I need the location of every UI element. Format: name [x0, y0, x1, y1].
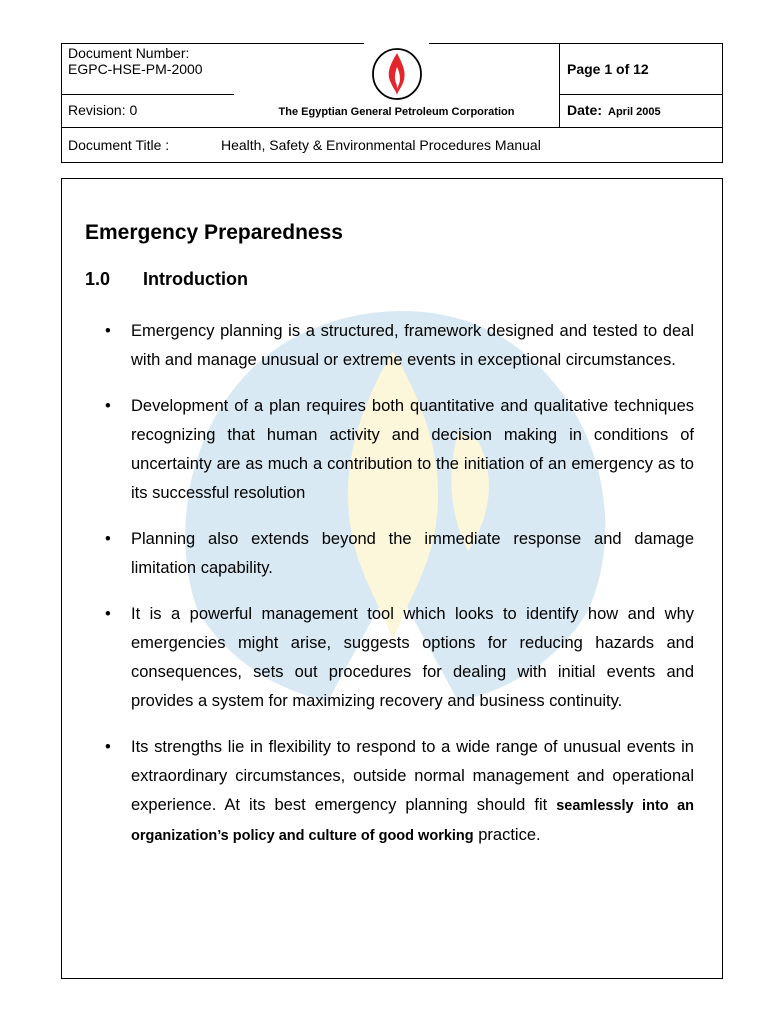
- bullet5-text: Its strengths lie in flexibility to respond to a wide range of unusual events in extraordinary circumstances, outside normal management and operational experience. At its best emergency planning should fit: [131, 738, 694, 814]
- document-title-value: Health, Safety & Environmental Procedures Manual: [221, 137, 541, 153]
- page-body: [61, 178, 723, 979]
- bullet5-end-text: practice.: [473, 826, 541, 844]
- list-item: • It is a powerful management tool which looks to identify how and why emergencies might arise, suggests options for reducing hazards and consequences, sets out procedures for dealing with initial events and provides a system for maximizing recovery and business continuity.: [62, 600, 722, 716]
- corporation-name: The Egyptian General Petroleum Corporation: [278, 106, 515, 118]
- bullet-list: [62, 317, 722, 851]
- document-title-label: Document Title :: [68, 137, 170, 153]
- document-number-label: Document Number:: [68, 45, 190, 61]
- list-item: • Emergency planning is a structured, framework designed and tested to deal with and manage unusual or extreme events in exceptional circumstances.: [62, 317, 722, 375]
- revision: Revision: 0: [61, 95, 234, 128]
- logo-cell: [234, 43, 559, 128]
- document-title-cell: [61, 128, 723, 163]
- page-number: Page 1 of 12: [559, 43, 723, 95]
- egpc-flame-logo-icon: [370, 45, 424, 101]
- bullet5-bold-text: seamlessly into an organization’s policy and culture of good working: [131, 798, 694, 844]
- document-number-cell: [61, 43, 234, 95]
- section-number: 1.0: [85, 269, 111, 289]
- list-item: • Planning also extends beyond the immediate response and damage limitation capability.: [62, 525, 722, 583]
- document-header: [61, 43, 723, 163]
- list-item: [62, 733, 722, 851]
- date-label: Date:: [567, 102, 603, 118]
- list-item: • Development of a plan requires both quantitative and qualitative techniques recognizing that human activity and decision making in conditions of uncertainty are as much a contribution to the initiation of an emergency as to its successful resolution: [62, 392, 722, 508]
- date-cell: [559, 95, 723, 128]
- date-value: April 2005: [608, 106, 661, 118]
- section-title: Introduction: [143, 269, 248, 289]
- document-number-value: EGPC-HSE-PM-2000: [68, 61, 203, 77]
- section-heading: [85, 269, 248, 290]
- document-heading: Emergency Preparedness: [85, 221, 343, 244]
